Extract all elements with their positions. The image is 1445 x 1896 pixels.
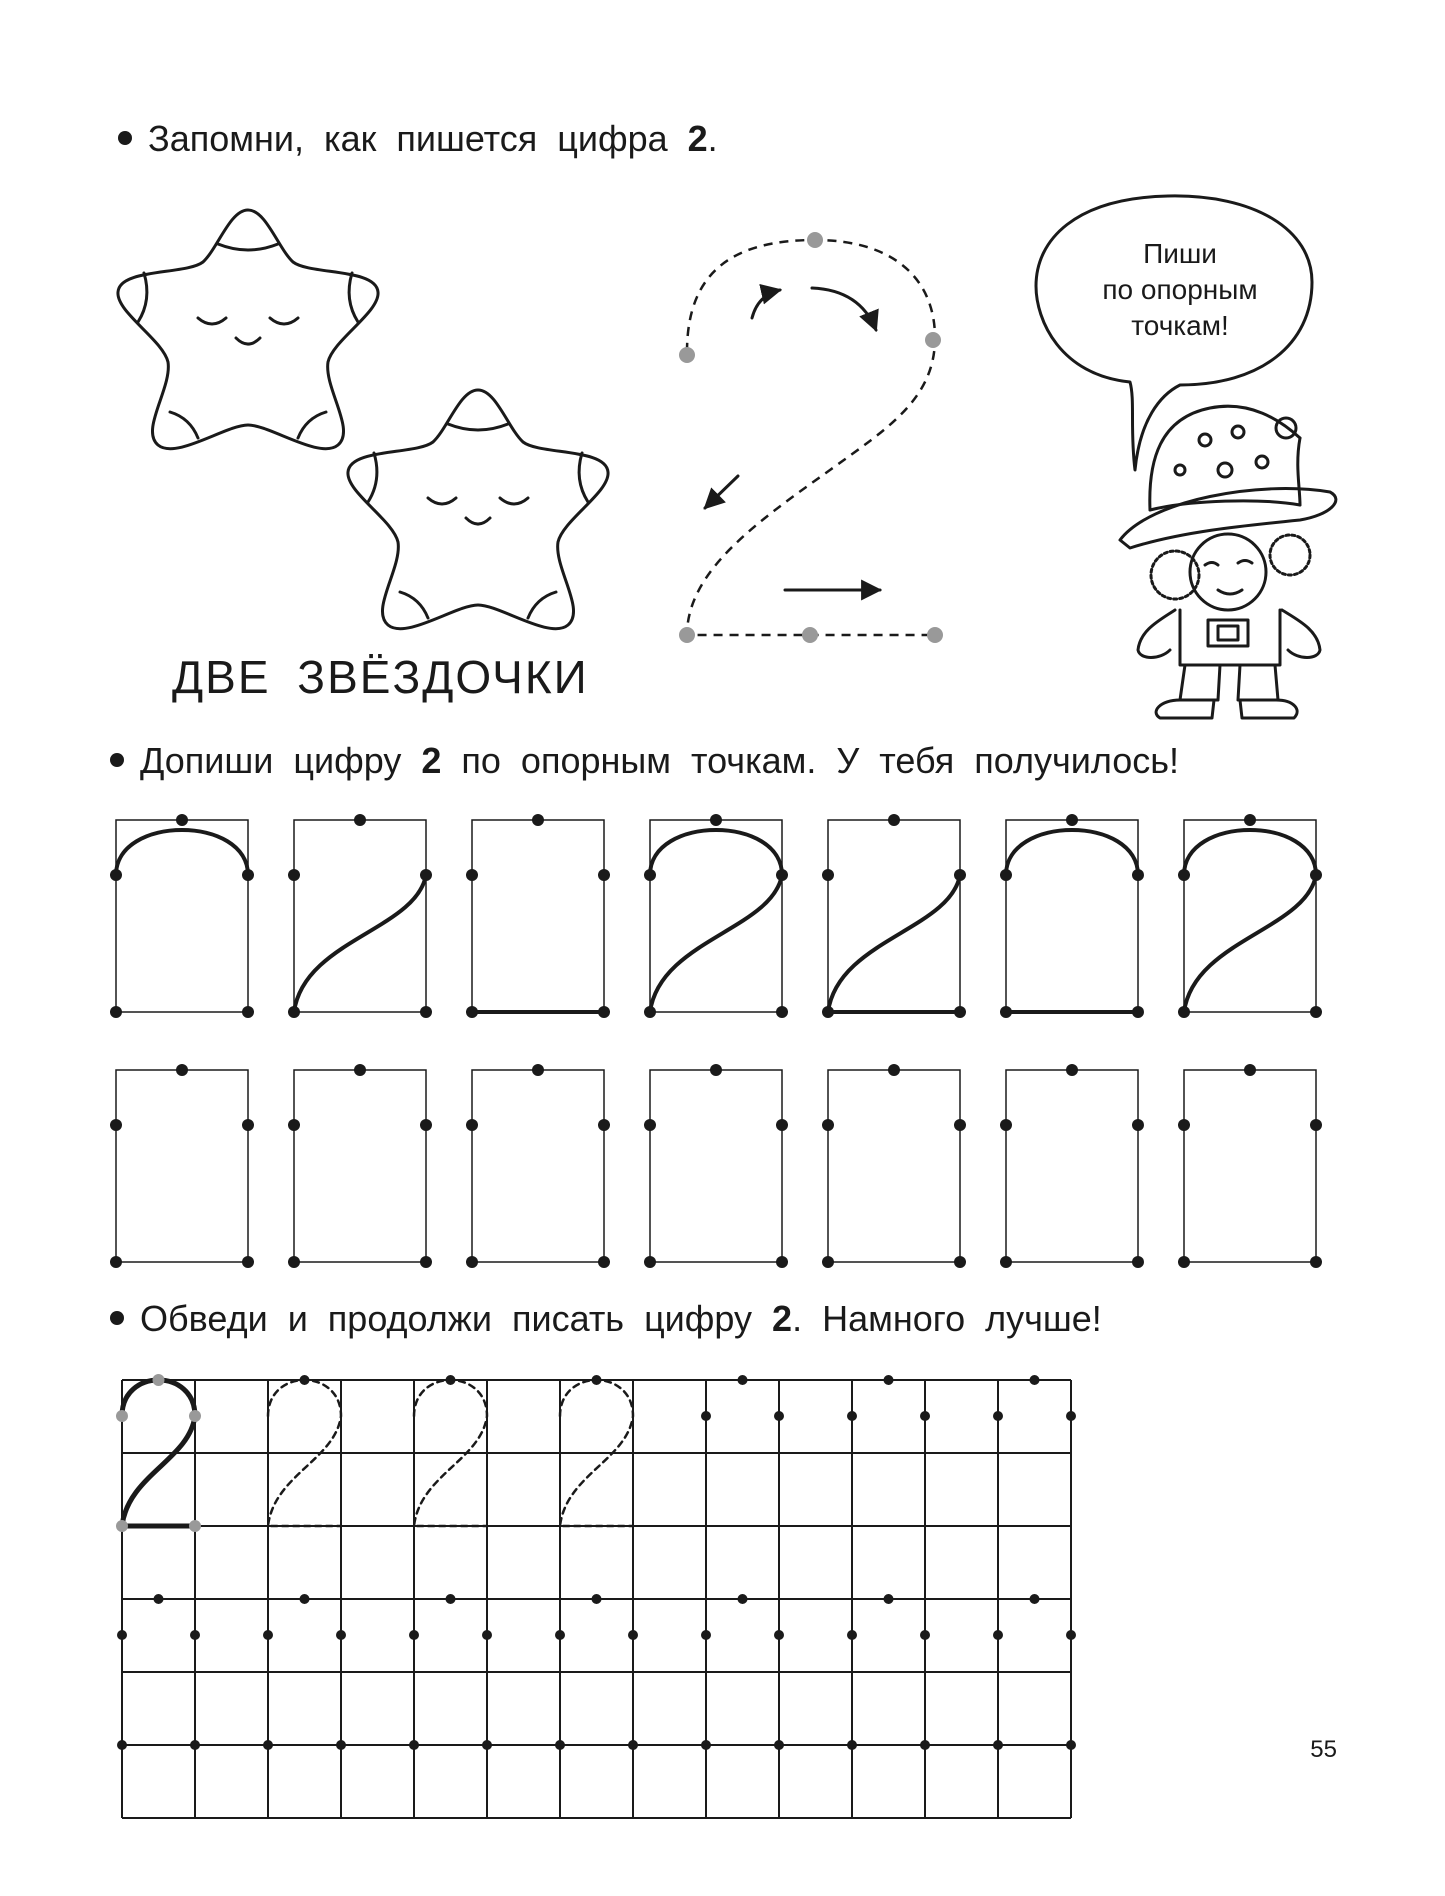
guide-dot bbox=[409, 1630, 419, 1640]
box-frame bbox=[294, 820, 426, 1012]
guide-dot bbox=[822, 1256, 834, 1268]
digit-diagonal bbox=[294, 875, 426, 1012]
bubble-line: по опорным bbox=[1102, 274, 1258, 305]
guide-dot bbox=[189, 1520, 201, 1532]
guide-dot bbox=[409, 1740, 419, 1750]
digit-top-arc bbox=[1184, 830, 1316, 875]
guide-dot bbox=[189, 1410, 201, 1422]
digit-top-arc bbox=[650, 830, 782, 875]
digit-diagonal bbox=[650, 875, 782, 1012]
guide-dot bbox=[738, 1375, 748, 1385]
guide-dot bbox=[1132, 1006, 1144, 1018]
guide-dot bbox=[701, 1740, 711, 1750]
guide-dot bbox=[1030, 1594, 1040, 1604]
guide-dot bbox=[774, 1411, 784, 1421]
guide-dot bbox=[884, 1594, 894, 1604]
guide-dot bbox=[420, 869, 432, 881]
guide-dot bbox=[776, 1119, 788, 1131]
guide-dot bbox=[592, 1375, 602, 1385]
guide-dot bbox=[446, 1375, 456, 1385]
tracing-box bbox=[1178, 1064, 1322, 1268]
guide-dot bbox=[176, 1064, 188, 1076]
digit-top-arc bbox=[116, 830, 248, 875]
guide-dot bbox=[644, 1256, 656, 1268]
instruction-digit: 2 bbox=[421, 740, 442, 781]
guide-dot bbox=[242, 1256, 254, 1268]
guide-dot bbox=[532, 1064, 544, 1076]
guide-dot bbox=[420, 1256, 432, 1268]
box-frame bbox=[650, 820, 782, 1012]
guide-dot bbox=[555, 1630, 565, 1640]
guide-dot bbox=[822, 1119, 834, 1131]
guide-dot bbox=[1310, 1119, 1322, 1131]
guide-dot bbox=[288, 1119, 300, 1131]
writing-grid bbox=[116, 1374, 1076, 1818]
guide-dot bbox=[1000, 869, 1012, 881]
guide-dot bbox=[242, 1119, 254, 1131]
guide-dot bbox=[776, 1256, 788, 1268]
guide-dot bbox=[300, 1375, 310, 1385]
guide-dot bbox=[482, 1630, 492, 1640]
guide-dot bbox=[954, 1256, 966, 1268]
exercise-row-empty bbox=[110, 1064, 1322, 1268]
guide-dot bbox=[1310, 869, 1322, 881]
guide-dot bbox=[888, 814, 900, 826]
speech-bubble-icon bbox=[1036, 196, 1312, 470]
guide-dot bbox=[1178, 1006, 1190, 1018]
guide-dot bbox=[644, 869, 656, 881]
box-frame bbox=[650, 1070, 782, 1262]
guide-dot bbox=[888, 1064, 900, 1076]
guide-dot bbox=[993, 1630, 1003, 1640]
box-frame bbox=[472, 820, 604, 1012]
guide-dot bbox=[1066, 1740, 1076, 1750]
guide-dot bbox=[153, 1374, 165, 1386]
exercise-row-complete bbox=[110, 814, 1322, 1018]
guide-dot bbox=[774, 1740, 784, 1750]
box-frame bbox=[1184, 1070, 1316, 1262]
guide-dot bbox=[884, 1375, 894, 1385]
smiling-star-icon bbox=[348, 390, 608, 629]
guide-dot bbox=[738, 1594, 748, 1604]
instruction-digit: 2 bbox=[687, 118, 708, 159]
box-frame bbox=[1006, 820, 1138, 1012]
guide-dot bbox=[110, 869, 122, 881]
guide-dot bbox=[466, 1006, 478, 1018]
guide-dot bbox=[1066, 814, 1078, 826]
guide-dot bbox=[1132, 1256, 1144, 1268]
instruction-digit: 2 bbox=[772, 1298, 793, 1339]
guide-dot bbox=[242, 869, 254, 881]
guide-dot bbox=[555, 1740, 565, 1750]
instruction-text: Запомни, как пишется цифра bbox=[148, 118, 688, 159]
guide-dot bbox=[598, 869, 610, 881]
guide-dot bbox=[1000, 1256, 1012, 1268]
instruction-tail: . bbox=[707, 118, 718, 159]
guide-dot bbox=[644, 1006, 656, 1018]
guide-dot bbox=[954, 1119, 966, 1131]
guide-dot bbox=[154, 1594, 164, 1604]
guide-dot bbox=[847, 1411, 857, 1421]
guide-dot bbox=[920, 1411, 930, 1421]
guide-dot bbox=[1310, 1006, 1322, 1018]
guide-dot bbox=[920, 1630, 930, 1640]
box-frame bbox=[116, 1070, 248, 1262]
box-frame bbox=[1006, 1070, 1138, 1262]
guide-dot bbox=[776, 869, 788, 881]
guide-dot bbox=[1178, 869, 1190, 881]
guide-dot bbox=[190, 1740, 200, 1750]
guide-dot bbox=[288, 869, 300, 881]
guide-dot bbox=[954, 1006, 966, 1018]
guide-dot bbox=[420, 1119, 432, 1131]
tracing-box bbox=[1000, 1064, 1144, 1268]
guide-dot bbox=[644, 1119, 656, 1131]
guide-dot bbox=[300, 1594, 310, 1604]
guide-dot bbox=[288, 1006, 300, 1018]
guide-dot bbox=[263, 1740, 273, 1750]
guide-dot bbox=[701, 1411, 711, 1421]
gnome-character-icon bbox=[1120, 406, 1336, 718]
tracing-box bbox=[110, 1064, 254, 1268]
guide-dot bbox=[176, 814, 188, 826]
guide-dot bbox=[592, 1594, 602, 1604]
guide-dot bbox=[110, 1119, 122, 1131]
box-frame bbox=[828, 1070, 960, 1262]
box-frame bbox=[116, 820, 248, 1012]
guide-dot bbox=[110, 1256, 122, 1268]
digit-diagonal bbox=[828, 875, 960, 1012]
guide-dot bbox=[466, 1119, 478, 1131]
bubble-line: точкам! bbox=[1131, 310, 1229, 341]
guide-dot bbox=[993, 1740, 1003, 1750]
box-frame bbox=[472, 1070, 604, 1262]
tracing-box bbox=[288, 1064, 432, 1268]
guide-dot bbox=[1244, 814, 1256, 826]
guide-dot bbox=[354, 1064, 366, 1076]
digit-two-tracing-icon bbox=[679, 232, 943, 643]
guide-dot bbox=[920, 1740, 930, 1750]
guide-dot bbox=[776, 1006, 788, 1018]
guide-dot bbox=[1132, 869, 1144, 881]
guide-dot bbox=[710, 814, 722, 826]
guide-dot bbox=[993, 1411, 1003, 1421]
guide-dot bbox=[710, 1064, 722, 1076]
guide-dot bbox=[774, 1630, 784, 1640]
guide-dot bbox=[701, 1630, 711, 1640]
guide-dot bbox=[1132, 1119, 1144, 1131]
digit-diagonal bbox=[1184, 875, 1316, 1012]
guide-dot bbox=[482, 1740, 492, 1750]
guide-dot bbox=[117, 1740, 127, 1750]
guide-dot bbox=[847, 1630, 857, 1640]
box-frame bbox=[828, 820, 960, 1012]
guide-dot bbox=[336, 1630, 346, 1640]
guide-dot bbox=[1066, 1064, 1078, 1076]
instruction-tail: . Намного лучше! bbox=[792, 1298, 1102, 1339]
guide-dot bbox=[354, 814, 366, 826]
guide-dot bbox=[1310, 1256, 1322, 1268]
guide-dot bbox=[822, 869, 834, 881]
guide-dot bbox=[1066, 1630, 1076, 1640]
guide-dot bbox=[117, 1630, 127, 1640]
bubble-line: Пиши bbox=[1143, 238, 1217, 269]
instruction-text: Допиши цифру bbox=[140, 740, 422, 781]
guide-dot bbox=[598, 1256, 610, 1268]
guide-dot bbox=[1000, 1119, 1012, 1131]
stars-caption: ДВЕ ЗВЁЗДОЧКИ bbox=[172, 651, 589, 703]
guide-dot bbox=[1030, 1375, 1040, 1385]
tracing-box bbox=[644, 814, 788, 1018]
guide-dot bbox=[263, 1630, 273, 1640]
guide-dot bbox=[116, 1520, 128, 1532]
tracing-box bbox=[288, 814, 432, 1018]
guide-dot bbox=[598, 1119, 610, 1131]
guide-dot bbox=[336, 1740, 346, 1750]
digit-top-arc bbox=[1006, 830, 1138, 875]
instruction-tail: по опорным точкам. У тебя получилось! bbox=[441, 740, 1180, 781]
tracing-box bbox=[822, 1064, 966, 1268]
guide-dot bbox=[532, 814, 544, 826]
tracing-box bbox=[466, 1064, 610, 1268]
guide-dot bbox=[446, 1594, 456, 1604]
guide-dot bbox=[628, 1630, 638, 1640]
guide-dot bbox=[466, 1256, 478, 1268]
tracing-box bbox=[1178, 814, 1322, 1018]
box-frame bbox=[294, 1070, 426, 1262]
guide-dot bbox=[628, 1740, 638, 1750]
guide-dot bbox=[1000, 1006, 1012, 1018]
guide-dot bbox=[954, 869, 966, 881]
guide-dot bbox=[190, 1630, 200, 1640]
guide-dot bbox=[1178, 1119, 1190, 1131]
guide-dot bbox=[598, 1006, 610, 1018]
guide-dot bbox=[116, 1410, 128, 1422]
guide-dot bbox=[847, 1740, 857, 1750]
guide-dot bbox=[1244, 1064, 1256, 1076]
tracing-box bbox=[466, 814, 610, 1018]
guide-dot bbox=[110, 1006, 122, 1018]
guide-dot bbox=[1066, 1411, 1076, 1421]
guide-dot bbox=[466, 869, 478, 881]
tracing-box bbox=[1000, 814, 1144, 1018]
guide-dot bbox=[420, 1006, 432, 1018]
smiling-star-icon bbox=[118, 210, 378, 449]
tracing-box bbox=[822, 814, 966, 1018]
page-number: 55 bbox=[1310, 1736, 1337, 1763]
tracing-box bbox=[644, 1064, 788, 1268]
guide-dot bbox=[288, 1256, 300, 1268]
guide-dot bbox=[242, 1006, 254, 1018]
instruction-text: Обведи и продолжи писать цифру bbox=[140, 1298, 773, 1339]
box-frame bbox=[1184, 820, 1316, 1012]
guide-dot bbox=[822, 1006, 834, 1018]
guide-dot bbox=[1178, 1256, 1190, 1268]
tracing-box bbox=[110, 814, 254, 1018]
